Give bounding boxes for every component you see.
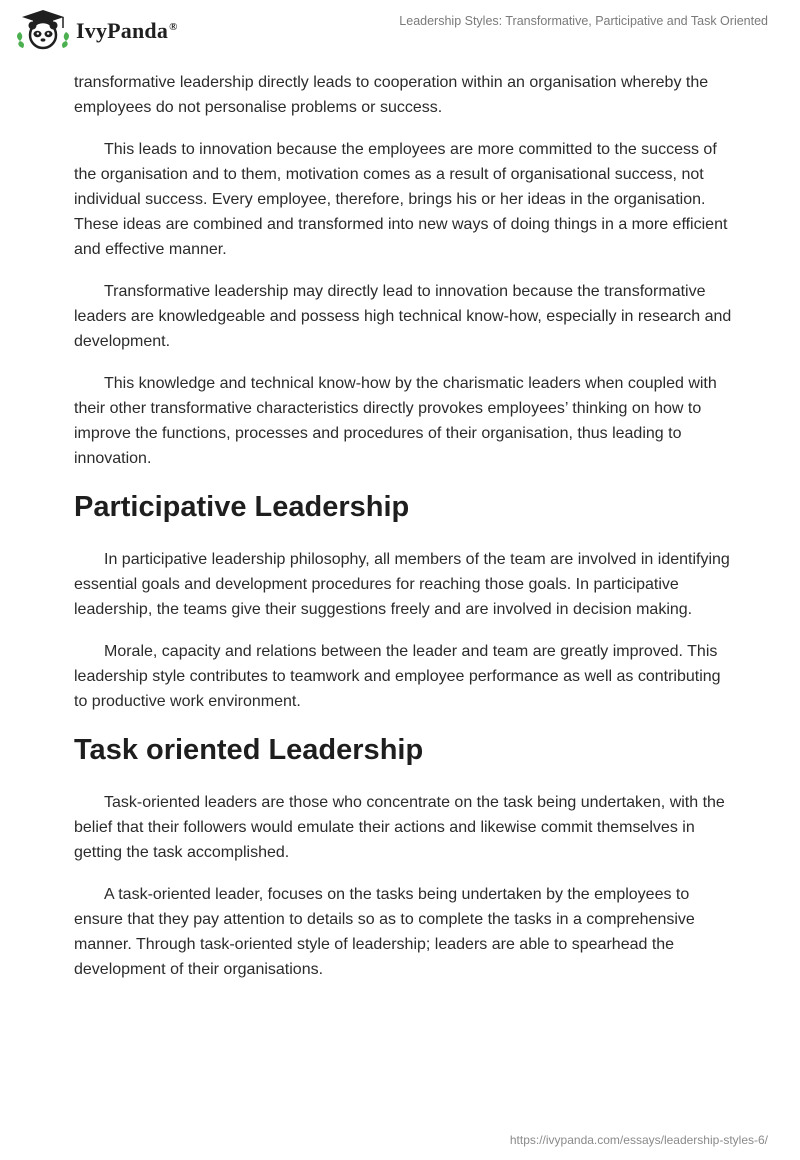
- paragraph-5: In participative leadership philosophy, all members of the team are involved in identifying essential goals and development procedures for reaching those goals. In participative leadership, the teams give their suggestions freely and are involved in decision making.: [74, 551, 730, 618]
- panda-graduate-icon: [14, 8, 72, 52]
- footer-url[interactable]: https://ivypanda.com/essays/leadership-styles-6/: [509, 1133, 768, 1147]
- document-title: Leadership Styles: Transformative, Participative and Task Oriented: [399, 14, 768, 28]
- paragraph-7: Task-oriented leaders are those who concentrate on the task being undertaken, with the belief that their followers would emulate their actions and likewise commit themselves in getting the task accomplished.: [74, 794, 725, 861]
- paragraph-8: A task-oriented leader, focuses on the tasks being undertaken by the employees to ensure that they pay attention to details so as to complete the tasks in a comprehensive manner. Through task-oriented style of leadership; leaders are able to spearhead the development of their organisations.: [74, 886, 695, 978]
- paragraph-3: Transformative leadership may directly lead to innovation because the transformative leaders are knowledgeable and possess high technical know-how, especially in research and development.: [74, 283, 732, 350]
- heading-participative-leadership: Participative Leadership: [74, 491, 410, 523]
- paragraph-1: transformative leadership directly leads to cooperation within an organisation whereby the employees do not personalise problems or success.: [74, 74, 709, 116]
- paragraph-4: This knowledge and technical know-how by the charismatic leaders when coupled with their other transformative characteristics directly provokes employees’ thinking on how to improve the functions, processes and procedures of their organisation, thus leading to innovation.: [74, 375, 717, 467]
- logo-text: IvyPanda®: [76, 18, 178, 43]
- heading-task-oriented-leadership: Task oriented Leadership: [74, 734, 424, 766]
- logo-registered-mark: ®: [169, 20, 178, 33]
- page-header: [0, 0, 800, 64]
- paragraph-2: This leads to innovation because the employees are more committed to the success of the organisation and to them, motivation comes as a result of organisational success, not individual success. Every employee, therefore, brings his or her ideas in the organisation. These ideas are combined and transformed into new ways of doing things in a more efficient and effective manner.: [74, 141, 728, 258]
- logo[interactable]: [14, 8, 178, 52]
- paragraph-6: Morale, capacity and relations between the leader and team are greatly improved. This leadership style contributes to teamwork and employee performance as well as contributing to productive work environment.: [74, 643, 721, 710]
- essay-body: [74, 70, 734, 999]
